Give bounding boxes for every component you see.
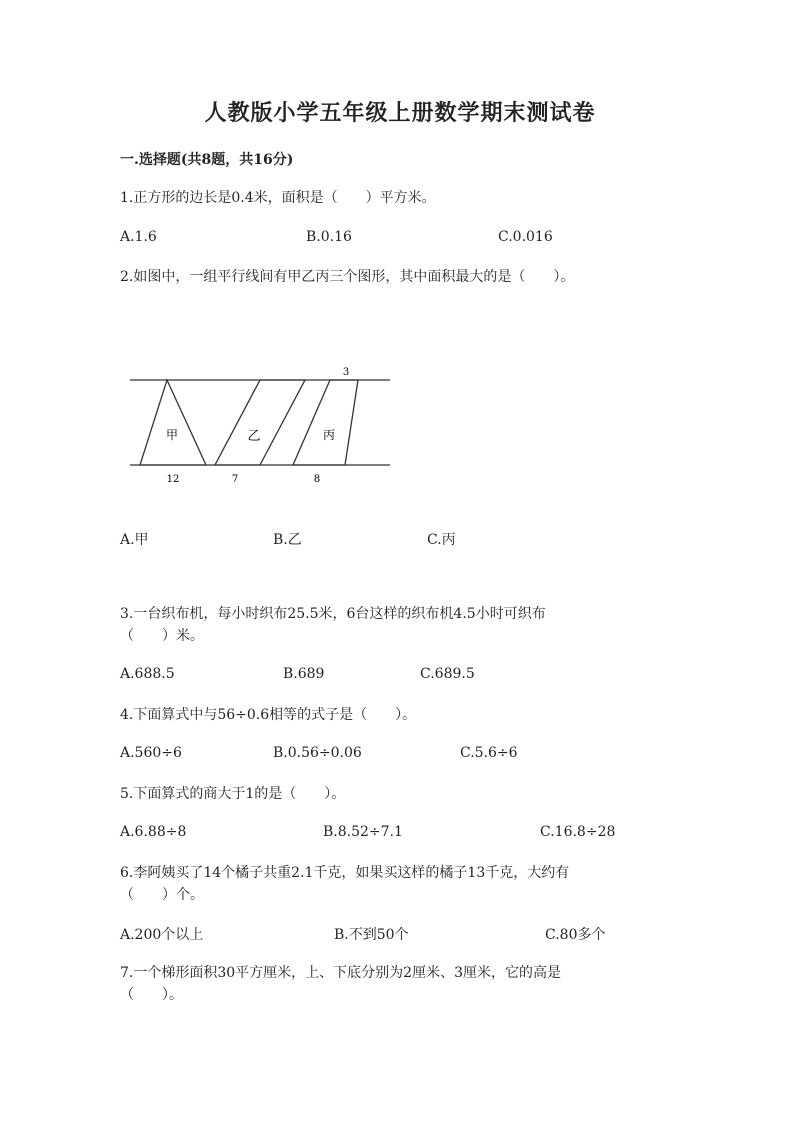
label-num-top: 3 [342, 367, 350, 378]
q6-option-a[interactable]: A.200个以上 [120, 927, 204, 943]
q5-option-b[interactable]: B.8.52÷7.1 [323, 824, 403, 840]
page-title: 人教版小学五年级上册数学期末测试卷 [204, 100, 596, 126]
section-heading: 一.选择题(共8题，共16分) [120, 152, 294, 168]
question-7-line-1: 7.一个梯形面积30平方厘米，上、下底分别为2厘米、3厘米，它的高是 [120, 965, 561, 981]
q2-option-c[interactable]: C.丙 [427, 532, 456, 548]
question-7-line-2: （ ）。 [120, 987, 183, 1003]
question-4: 4.下面算式中与56÷0.6相等的式子是（ ）。 [120, 707, 417, 723]
q2-option-a[interactable]: A.甲 [120, 532, 149, 548]
label-bing: 丙 [322, 428, 336, 442]
q6-option-b[interactable]: B.不到50个 [334, 927, 409, 943]
q1-option-b[interactable]: B.0.16 [306, 229, 352, 245]
label-num-a: 12 [166, 474, 180, 485]
label-yi: 乙 [247, 429, 261, 444]
question-2: 2.如图中，一组平行线间有甲乙丙三个图形，其中面积最大的是（ ）。 [120, 269, 575, 285]
question-3-line-2: （ ）米。 [120, 628, 204, 644]
q5-option-c[interactable]: C.16.8÷28 [540, 824, 616, 840]
trapezoid-bing [293, 380, 358, 465]
q1-option-a[interactable]: A.1.6 [120, 229, 157, 245]
question-1: 1.正方形的边长是0.4米，面积是（ ）平方米。 [120, 190, 436, 206]
q5-option-a[interactable]: A.6.88÷8 [120, 824, 187, 840]
parallelogram-yi [215, 380, 305, 465]
q4-option-b[interactable]: B.0.56÷0.06 [273, 745, 362, 761]
triangle-jia [140, 380, 206, 465]
q2-option-b[interactable]: B.乙 [273, 532, 302, 548]
q6-option-c[interactable]: C.80多个 [545, 927, 606, 943]
parallel-lines-figure [120, 360, 410, 490]
label-num-b: 7 [231, 474, 239, 485]
q4-option-c[interactable]: C.5.6÷6 [460, 745, 518, 761]
label-jia: 甲 [165, 428, 179, 442]
q3-option-b[interactable]: B.689 [283, 666, 325, 682]
q1-option-c[interactable]: C.0.016 [498, 229, 553, 245]
q4-option-a[interactable]: A.560÷6 [120, 745, 182, 761]
q3-option-a[interactable]: A.688.5 [120, 666, 175, 682]
question-5: 5.下面算式的商大于1的是（ ）。 [120, 786, 346, 802]
label-num-c: 8 [313, 474, 321, 485]
q3-option-c[interactable]: C.689.5 [420, 666, 475, 682]
question-6-line-2: （ ）个。 [120, 887, 204, 903]
question-3-line-1: 3.一台织布机，每小时织布25.5米，6台这样的织布机4.5小时可织布 [120, 606, 546, 622]
question-6-line-1: 6.李阿姨买了14个橘子共重2.1千克，如果买这样的橘子13千克，大约有 [120, 865, 570, 881]
